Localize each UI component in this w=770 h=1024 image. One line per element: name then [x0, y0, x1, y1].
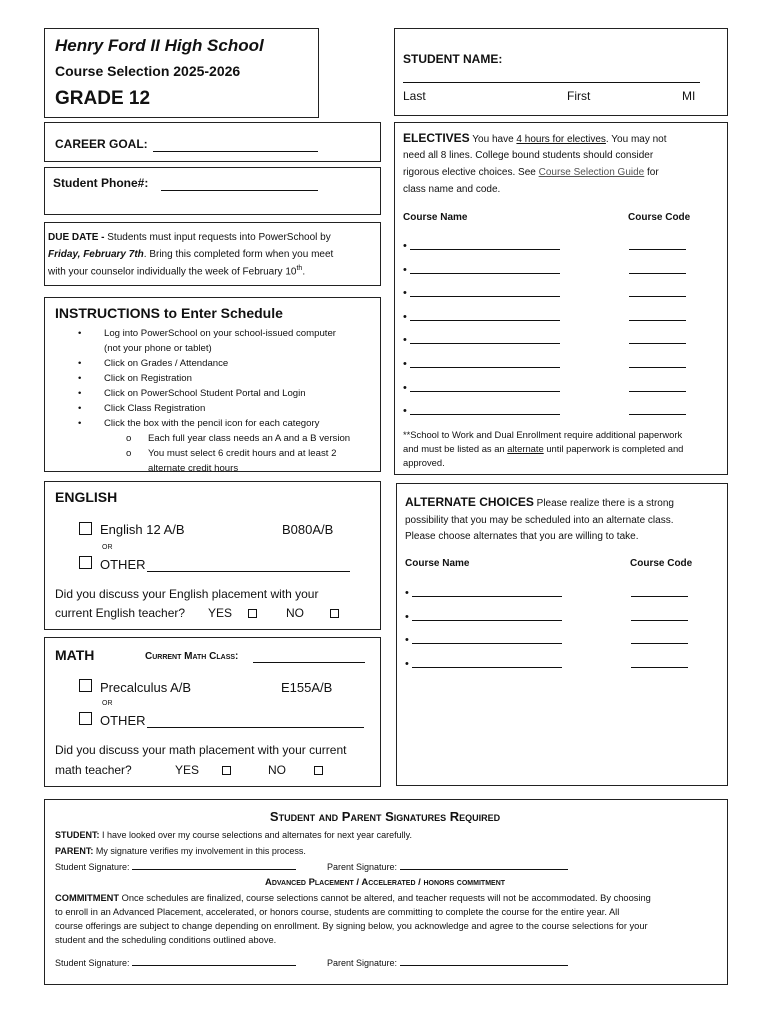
career-goal-line[interactable]: [153, 151, 318, 152]
alternates-course-name-header: Course Name: [405, 558, 470, 569]
current-math-class-line[interactable]: [253, 662, 365, 663]
student-statement: STUDENT: I have looked over my course selections and alternates for next year carefully.: [55, 830, 412, 840]
electives-hours: 4 hours for electives: [516, 134, 606, 145]
english-course-code: B080A/B: [282, 522, 334, 537]
english-yes-label: YES: [208, 606, 233, 620]
student-phone-label: Student Phone#:: [53, 176, 149, 190]
alternates-line1: ALTERNATE CHOICES Please realize there is a strong: [405, 495, 674, 509]
due-date-sup: th: [296, 265, 303, 272]
elective-row-bullet: •: [403, 263, 407, 276]
elective-course-code-line[interactable]: [629, 273, 686, 274]
elective-row-bullet: •: [403, 240, 407, 252]
course-selection-guide-link[interactable]: Course Selection Guide: [538, 167, 645, 178]
alternates-line2: possibility that you may be scheduled into an alternate class.: [405, 515, 674, 526]
alternate-course-name-line[interactable]: [412, 596, 562, 597]
last-name-label: Last: [403, 89, 426, 103]
math-yes-checkbox[interactable]: [222, 766, 231, 775]
elective-course-name-line[interactable]: [410, 249, 560, 250]
electives-course-code-header: Course Code: [628, 212, 691, 223]
math-course-code: E155A/B: [281, 680, 333, 695]
elective-row-bullet: •: [403, 381, 407, 394]
elective-course-name-line[interactable]: [410, 343, 560, 344]
elective-course-name-line[interactable]: [410, 296, 560, 297]
due-date-line3: [48, 265, 305, 277]
instruction-item: • Click Class Registration: [78, 403, 206, 414]
alternate-course-code-line[interactable]: [631, 596, 688, 597]
due-date-date: Friday, February 7th: [48, 249, 144, 260]
electives-line1: ELECTIVES You have 4 hours for electives. You may not: [403, 131, 667, 145]
math-no-label: NO: [268, 763, 286, 777]
math-question-line1: Did you discuss your math placement with your current: [55, 743, 347, 757]
elective-row-bullet: •: [403, 358, 407, 370]
elective-course-name-line[interactable]: [410, 391, 560, 392]
electives-line2: need all 8 lines. College bound students should consider: [403, 150, 654, 161]
elective-course-code-line[interactable]: [629, 296, 686, 297]
grade-title: GRADE 12: [55, 88, 151, 109]
instruction-item: • Click the box with the pencil icon for each category: [78, 418, 320, 429]
math-other-checkbox[interactable]: [79, 712, 92, 725]
parent-signature-row1: Parent Signature:: [327, 862, 568, 872]
elective-course-code-line[interactable]: [629, 391, 686, 392]
alternate-course-code-line[interactable]: [631, 620, 688, 621]
student-signature-line[interactable]: [132, 965, 296, 966]
instruction-subitem: o You must select 6 credit hours and at least 2: [126, 448, 337, 459]
english-question-line1: Did you discuss your English placement with your: [55, 587, 319, 601]
alternate-course-name-line[interactable]: [412, 620, 562, 621]
elective-row-bullet: •: [403, 287, 407, 300]
elective-course-name-line[interactable]: [410, 367, 560, 368]
english-12-checkbox[interactable]: [79, 522, 92, 535]
instruction-item: • Log into PowerSchool on your school-issued computer: [78, 328, 336, 339]
electives-note2: and must be listed as an alternate until paperwork is completed and: [403, 443, 684, 454]
instruction-subitem: o Each full year class needs an A and a B version: [126, 433, 351, 444]
alternate-row-bullet: •: [405, 587, 409, 599]
elective-row-bullet: •: [403, 334, 407, 347]
student-signature-row2: Student Signature:: [55, 958, 296, 968]
instructions-title: INSTRUCTIONS to Enter Schedule: [55, 305, 283, 321]
due-date-line2: [48, 249, 333, 260]
parent-signature-row2: Parent Signature:: [327, 958, 568, 968]
due-date-line1: [48, 232, 331, 243]
school-name: Henry Ford II High School: [55, 36, 264, 55]
elective-course-code-line[interactable]: [629, 249, 686, 250]
elective-course-code-line[interactable]: [629, 343, 686, 344]
alternate-row-bullet: •: [405, 634, 409, 647]
instructions-list: [56, 326, 376, 476]
student-name-label: STUDENT NAME:: [403, 52, 503, 66]
elective-course-name-line[interactable]: [410, 414, 560, 415]
english-no-checkbox[interactable]: [330, 609, 339, 618]
alternates-title: ALTERNATE CHOICES: [405, 495, 534, 509]
electives-line4: class name and code.: [403, 184, 501, 195]
math-yes-label: YES: [175, 763, 200, 777]
alternate-course-code-line[interactable]: [631, 643, 688, 644]
english-question-line2: current English teacher?: [55, 606, 186, 620]
precalculus-checkbox[interactable]: [79, 679, 92, 692]
student-name-box: [394, 28, 728, 116]
elective-course-code-line[interactable]: [629, 320, 686, 321]
electives-course-name-header: Course Name: [403, 212, 468, 223]
elective-course-name-line[interactable]: [410, 273, 560, 274]
elective-course-name-line[interactable]: [410, 320, 560, 321]
first-name-label: First: [567, 89, 591, 103]
parent-statement: PARENT: My signature verifies my involvement in this process.: [55, 846, 306, 856]
english-title: ENGLISH: [55, 489, 118, 505]
student-name-line[interactable]: [403, 82, 700, 83]
instruction-item: • Click on Registration: [78, 373, 192, 384]
student-signature-row1: Student Signature:: [55, 862, 296, 872]
math-no-checkbox[interactable]: [314, 766, 323, 775]
electives-line3: rigorous elective choices. See Course Selection Guide for: [403, 167, 659, 178]
alternate-course-code-line[interactable]: [631, 667, 688, 668]
current-math-class-label: Current Math Class:: [145, 651, 239, 662]
commitment-line2: to enroll in an Advanced Placement, accelerated, or honors course, students are committing to complete the course for the entire year. All: [55, 907, 620, 917]
english-yes-checkbox[interactable]: [248, 609, 257, 618]
english-other-label: OTHER: [100, 557, 146, 572]
student-phone-line[interactable]: [161, 190, 318, 191]
alternate-course-name-line[interactable]: [412, 667, 562, 668]
alternate-course-name-line[interactable]: [412, 643, 562, 644]
due-date-text3: with your counselor individually the week of February 10: [48, 266, 297, 278]
instruction-subitem: alternate credit hours: [148, 463, 239, 474]
instruction-item: • Click on PowerSchool Student Portal and Login: [78, 388, 306, 399]
alternates-course-code-header: Course Code: [630, 558, 693, 569]
elective-course-code-line[interactable]: [629, 367, 686, 368]
elective-course-code-line[interactable]: [629, 414, 686, 415]
alternates-box: [396, 483, 728, 786]
english-other-checkbox[interactable]: [79, 556, 92, 569]
parent-signature-line[interactable]: [400, 869, 568, 870]
alternate-row-bullet: •: [405, 657, 409, 670]
math-or-label: OR: [102, 700, 113, 707]
elective-row-bullet: •: [403, 310, 407, 323]
course-selection-year: Course Selection 2025-2026: [55, 63, 241, 79]
middle-initial-label: MI: [682, 89, 696, 103]
alternate-row-bullet: •: [405, 610, 409, 623]
math-question-line2: math teacher?: [55, 763, 132, 777]
signatures-title: Student and Parent Signatures Required: [269, 809, 501, 824]
math-title: MATH: [55, 647, 95, 663]
english-other-line[interactable]: [147, 571, 350, 572]
english-no-label: NO: [286, 606, 304, 620]
student-phone-box: [44, 167, 381, 215]
commitment-line3: course offerings are subject to change depending on enrollment. By signing below, you acknowledge and agree to the course selections for your: [55, 921, 648, 931]
due-date-text4: .: [302, 266, 306, 278]
parent-signature-line[interactable]: [400, 965, 568, 966]
english-course-label: English 12 A/B: [100, 522, 185, 537]
electives-note1: **School to Work and Dual Enrollment require additional paperwork: [403, 429, 683, 440]
career-goal-label: CAREER GOAL:: [55, 137, 148, 151]
instruction-item: • Click on Grades / Attendance: [78, 358, 229, 369]
commitment-line4: student and the scheduling conditions outlined above.: [55, 935, 277, 945]
math-other-label: OTHER: [100, 713, 146, 728]
electives-note3: approved.: [403, 457, 445, 468]
elective-row-bullet: •: [403, 405, 407, 418]
electives-title: ELECTIVES: [403, 131, 470, 145]
student-signature-line[interactable]: [132, 869, 296, 870]
math-course-label: Precalculus A/B: [100, 680, 192, 695]
alternates-line3: Please choose alternates that you are willing to take.: [405, 531, 639, 542]
instruction-item: (not your phone or tablet): [104, 343, 212, 354]
commitment-line1: COMMITMENT Once schedules are finalized, course selections cannot be altered, and teacher requests will not be accommodated. By choosing: [55, 893, 651, 903]
ap-commitment-title: Advanced Placement / Accelerated / honors commitment: [264, 877, 506, 888]
english-or-label: OR: [102, 544, 113, 551]
due-date-text1: Students must input requests into PowerSchool by: [107, 232, 331, 243]
math-other-line[interactable]: [147, 727, 364, 728]
due-date-text2: . Bring this completed form when you meet: [143, 249, 334, 260]
due-date-label: DUE DATE -: [48, 232, 105, 243]
